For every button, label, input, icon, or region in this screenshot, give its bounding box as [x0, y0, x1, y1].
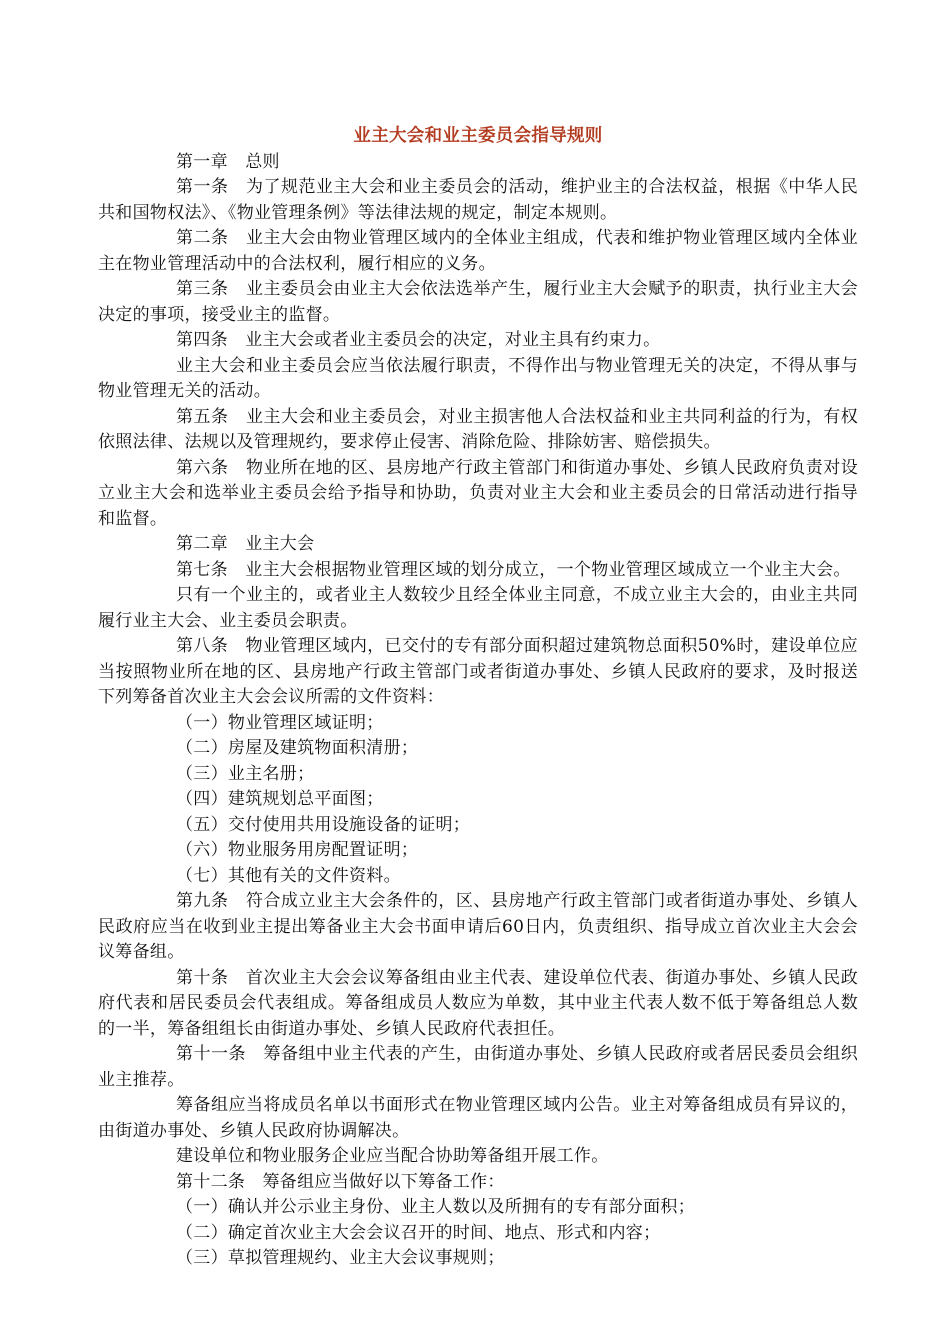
list-item: （二）确定首次业主大会会议召开的时间、地点、形式和内容；: [176, 1222, 661, 1243]
list-item: （一）确认并公示业主身份、业主人数以及所拥有的专有部分面积；: [176, 1197, 695, 1217]
list-item: （一）物业管理区域证明；: [176, 712, 384, 733]
article-paragraph: 第十条 首次业主大会会议筹备组由业主代表、建设单位代表、街道办事处、乡镇人民政府代表和居民委员会代表组成。筹备组成员人数应为单数，其中业主代表人数不低于筹备组总人数的一半，筹备组组长由街道办事处、乡镇人民政府代表担任。: [98, 967, 858, 1039]
article-paragraph: 建设单位和物业服务企业应当配合协助筹备组开展工作。: [176, 1146, 609, 1166]
list-item: （三）草拟管理规约、业主大会议事规则；: [176, 1248, 505, 1268]
article-paragraph: 第六条 物业所在地的区、县房地产行政主管部门和街道办事处、乡镇人民政府负责对设立业主大会和选举业主委员会给予指导和协助，负责对业主大会和业主委员会的日常活动进行指导和监督。: [98, 457, 858, 529]
document-page: [98, 124, 858, 1272]
list-item: （三）业主名册；: [176, 763, 315, 784]
article-paragraph: 第十一条 筹备组中业主代表的产生，由街道办事处、乡镇人民政府或者居民委员会组织业主推荐。: [98, 1044, 858, 1090]
article-paragraph: 第二条 业主大会由物业管理区域内的全体业主组成，代表和维护物业管理区域内全体业主在物业管理活动中的合法权利，履行相应的义务。: [98, 228, 858, 274]
article-paragraph: 第一条 为了规范业主大会和业主委员会的活动，维护业主的合法权益，根据《中华人民共和国物权法》、《物业管理条例》等法律法规的规定，制定本规则。: [98, 177, 858, 223]
article-paragraph: 业主大会和业主委员会应当依法履行职责，不得作出与物业管理无关的决定，不得从事与物业管理无关的活动。: [98, 355, 858, 401]
list-item: （五）交付使用共用设施设备的证明；: [176, 814, 471, 835]
list-item: （二）房屋及建筑物面积清册；: [176, 738, 419, 758]
article-paragraph: 第十二条 筹备组应当做好以下筹备工作：: [176, 1171, 505, 1192]
article-paragraph: 筹备组应当将成员名单以书面形式在物业管理区域内公告。业主对筹备组成员有异议的，由街道办事处、乡镇人民政府协调解决。: [98, 1095, 858, 1141]
list-item: （六）物业服务用房配置证明；: [176, 840, 419, 860]
article-paragraph: 只有一个业主的，或者业主人数较少且经全体业主同意，不成立业主大会的，由业主共同履行业主大会、业主委员会职责。: [98, 585, 858, 631]
article-paragraph: 第九条 符合成立业主大会条件的，区、县房地产行政主管部门或者街道办事处、乡镇人民政府应当在收到业主提出筹备业主大会书面申请后60日内，负责组织、指导成立首次业主大会会议筹备组。: [98, 891, 858, 962]
article-paragraph: 第四条 业主大会或者业主委员会的决定，对业主具有约束力。: [176, 330, 661, 350]
list-item: （四）建筑规划总平面图；: [176, 789, 384, 809]
chapter-heading: 第一章 总则: [176, 151, 280, 172]
article-paragraph: 第三条 业主委员会由业主大会依法选举产生，履行业主大会赋予的职责，执行业主大会决定的事项，接受业主的监督。: [98, 279, 858, 325]
chapter-heading: 第二章 业主大会: [176, 534, 315, 554]
article-paragraph: 第五条 业主大会和业主委员会，对业主损害他人合法权益和业主共同利益的行为，有权依照法律、法规以及管理规约，要求停止侵害、消除危险、排除妨害、赔偿损失。: [98, 406, 858, 452]
document-title: 业主大会和业主委员会指导规则: [353, 126, 603, 146]
list-item: （七）其他有关的文件资料。: [176, 865, 401, 886]
article-paragraph: 第八条 物业管理区域内，已交付的专有部分面积超过建筑物总面积50%时，建设单位应当按照物业所在地的区、县房地产行政主管部门或者街道办事处、乡镇人民政府的要求，及时报送下列筹备首次业主大会会议所需的文件资料：: [98, 636, 858, 707]
article-paragraph: 第七条 业主大会根据物业管理区域的划分成立，一个物业管理区域成立一个业主大会。: [176, 559, 851, 580]
